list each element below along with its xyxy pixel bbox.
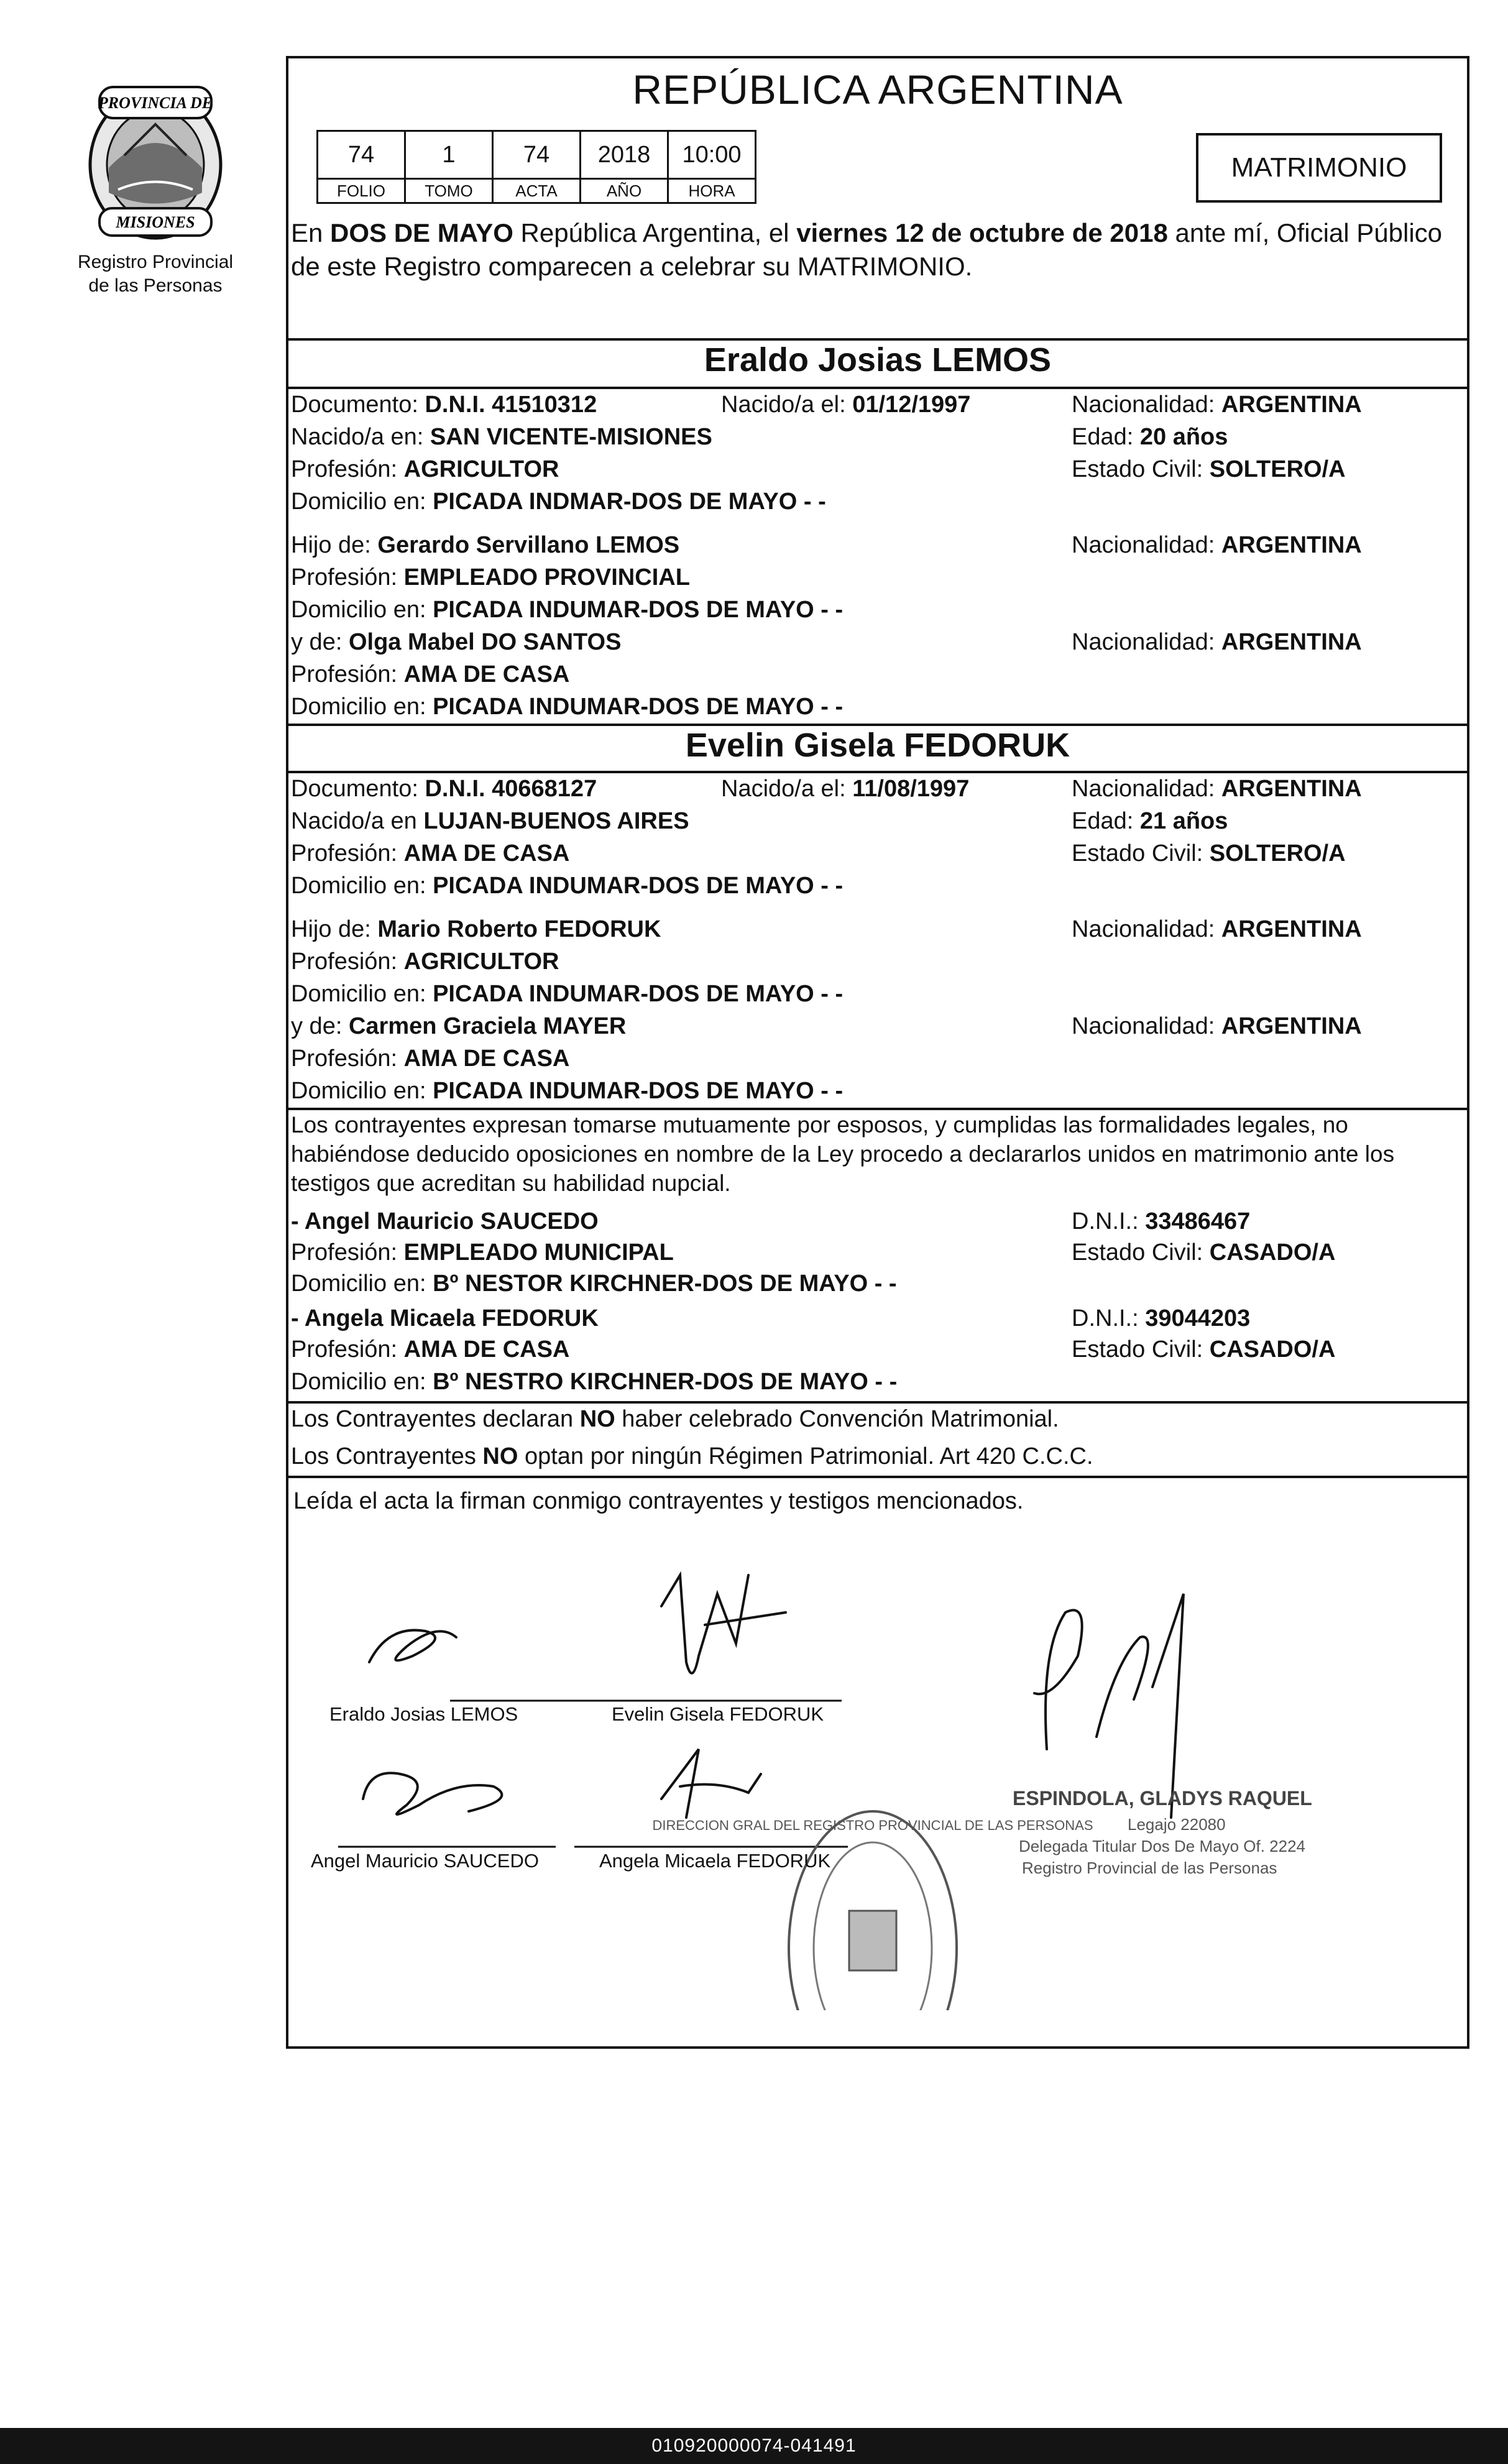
divider: [288, 1476, 1467, 1478]
logo-arc-text: PROVINCIA DE: [98, 94, 213, 112]
divider: [288, 387, 1467, 389]
witness-1-profession: Profesión: EMPLEADO MUNICIPAL: [291, 1239, 674, 1266]
signature-label-bride: Evelin Gisela FEDORUK: [612, 1703, 824, 1725]
intro-paragraph: En DOS DE MAYO República Argentina, el viernes 12 de octubre de 2018 ante mí, Oficial Público de este Registro comparecen a celebrar su MATRIMONIO.: [291, 218, 1443, 281]
groom-address: Domicilio en: PICADA INDMAR-DOS DE MAYO - -: [291, 489, 826, 515]
divider: [288, 771, 1467, 773]
official-stamp-registry: Registro Provincial de las Personas: [1022, 1859, 1277, 1877]
official-stamp-name: ESPINDOLA, GLADYS RAQUEL: [1013, 1787, 1312, 1809]
groom-nationality: Nacionalidad: ARGENTINA: [1072, 392, 1362, 418]
signature-witness2-mark: [661, 1749, 761, 1818]
bride-profession: Profesión: AMA DE CASA: [291, 840, 570, 867]
bride-mother-profession: Profesión: AMA DE CASA: [291, 1046, 570, 1072]
convention-declaration: Los Contrayentes declaran NO haber celebrado Convención Matrimonial.: [291, 1406, 1059, 1432]
misiones-seal-icon: [81, 81, 230, 242]
logo-band-text: MISIONES: [116, 213, 195, 231]
bride-name: Evelin Gisela FEDORUK: [685, 727, 1070, 764]
folio-value: 74: [318, 131, 405, 179]
registry-numbers-table: [316, 130, 756, 204]
bride-mother-address: Domicilio en: PICADA INDUMAR-DOS DE MAYO - -: [291, 1078, 844, 1104]
groom-father-profession: Profesión: EMPLEADO PROVINCIAL: [291, 564, 690, 591]
document-barcode-number: 010920000074-041491: [0, 2428, 1508, 2464]
official-stamp-legajo: Legajo 22080: [1128, 1815, 1226, 1834]
groom-birthplace: Nacido/a en: SAN VICENTE-MISIONES: [291, 424, 712, 450]
signature-label-groom: Eraldo Josias LEMOS: [329, 1703, 518, 1725]
signature-label-witness-2: Angela Micaela FEDORUK: [599, 1850, 831, 1872]
folio-label: FOLIO: [318, 179, 405, 203]
bride-nationality: Nacionalidad: ARGENTINA: [1072, 776, 1362, 802]
groom-name: Eraldo Josias LEMOS: [704, 341, 1052, 379]
signatures-area: [313, 1538, 1457, 2010]
witness-2-address: Domicilio en: Bº NESTRO KIRCHNER-DOS DE MAYO - -: [291, 1369, 898, 1395]
year-value: 2018: [581, 131, 668, 179]
bride-civil-status: Estado Civil: SOLTERO/A: [1072, 840, 1346, 867]
bride-father: Hijo de: Mario Roberto FEDORUK: [291, 916, 661, 942]
signature-official-mark: [1034, 1594, 1184, 1818]
groom-mother: y de: Olga Mabel DO SANTOS: [291, 629, 622, 655]
divider: [288, 1401, 1467, 1404]
bride-document: Documento: D.N.I. 40668127: [291, 776, 597, 802]
bride-mother: y de: Carmen Graciela MAYER: [291, 1013, 627, 1039]
bride-father-address: Domicilio en: PICADA INDUMAR-DOS DE MAYO - -: [291, 981, 844, 1007]
witness-2-dni: D.N.I.: 39044203: [1072, 1305, 1251, 1331]
seal-text: DIRECCION GRAL DEL REGISTRO PROVINCIAL DE LAS PERSONAS: [652, 1818, 1093, 1833]
groom-mother-address: Domicilio en: PICADA INDUMAR-DOS DE MAYO - -: [291, 694, 844, 720]
official-round-seal-icon: [789, 1811, 957, 2010]
witness-2-name: - Angela Micaela FEDORUK: [291, 1305, 599, 1331]
groom-father-nationality: Nacionalidad: ARGENTINA: [1072, 532, 1362, 558]
signature-label-witness-1: Angel Mauricio SAUCEDO: [311, 1850, 539, 1872]
document-type-box: MATRIMONIO: [1196, 133, 1442, 203]
groom-mother-profession: Profesión: AMA DE CASA: [291, 661, 570, 687]
country-title: REPÚBLICA ARGENTINA: [632, 67, 1123, 113]
year-label: AÑO: [581, 179, 668, 203]
acta-label: ACTA: [493, 179, 581, 203]
witness-2-civil-status: Estado Civil: CASADO/A: [1072, 1336, 1336, 1363]
tomo-label: TOMO: [405, 179, 493, 203]
bride-birthplace: Nacido/a en LUJAN-BUENOS AIRES: [291, 808, 689, 834]
registry-caption: Registro Provincial de las Personas: [77, 252, 234, 296]
groom-father-address: Domicilio en: PICADA INDUMAR-DOS DE MAYO - -: [291, 597, 844, 623]
tomo-value: 1: [405, 131, 493, 179]
groom-birthdate: Nacido/a el: 01/12/1997: [721, 392, 971, 418]
groom-age: Edad: 20 años: [1072, 424, 1228, 450]
bride-father-nationality: Nacionalidad: ARGENTINA: [1072, 916, 1362, 942]
bride-birthdate: Nacido/a el: 11/08/1997: [721, 776, 970, 802]
groom-profession: Profesión: AGRICULTOR: [291, 456, 559, 482]
witness-1-civil-status: Estado Civil: CASADO/A: [1072, 1239, 1336, 1266]
patrimonial-regime-declaration: Los Contrayentes NO optan por ningún Régimen Patrimonial. Art 420 C.C.C.: [291, 1443, 1093, 1469]
closing-sentence: Leída el acta la firman conmigo contrayentes y testigos mencionados.: [293, 1488, 1024, 1514]
groom-civil-status: Estado Civil: SOLTERO/A: [1072, 456, 1346, 482]
witness-1-dni: D.N.I.: 33486467: [1072, 1208, 1251, 1234]
acta-value: 74: [493, 131, 581, 179]
bride-address: Domicilio en: PICADA INDUMAR-DOS DE MAYO - -: [291, 873, 844, 899]
bride-mother-nationality: Nacionalidad: ARGENTINA: [1072, 1013, 1362, 1039]
hour-value: 10:00: [668, 131, 756, 179]
groom-mother-nationality: Nacionalidad: ARGENTINA: [1072, 629, 1362, 655]
groom-father: Hijo de: Gerardo Servillano LEMOS: [291, 532, 680, 558]
registry-logo: [62, 81, 249, 305]
signature-witness1-mark: [363, 1773, 502, 1814]
bride-age: Edad: 21 años: [1072, 808, 1228, 834]
signature-bride-mark: [661, 1575, 786, 1673]
witness-2-profession: Profesión: AMA DE CASA: [291, 1336, 570, 1363]
bride-father-profession: Profesión: AGRICULTOR: [291, 949, 559, 975]
groom-document: Documento: D.N.I. 41510312: [291, 392, 597, 418]
certificate-frame: [286, 56, 1469, 2049]
official-stamp-role: Delegada Titular Dos De Mayo Of. 2224: [1019, 1837, 1306, 1855]
signature-groom-mark: [369, 1630, 456, 1662]
declaration-paragraph: Los contrayentes expresan tomarse mutuamente por esposos, y cumplidas las formalidades legales, no habiéndose deducido oposiciones en nombre de la Ley procedo a declararlos unidos en matrimonio ante los testigos que acreditan su habilidad nupcial.: [291, 1112, 1395, 1196]
witness-1-address: Domicilio en: Bº NESTOR KIRCHNER-DOS DE MAYO - -: [291, 1271, 897, 1297]
hour-label: HORA: [668, 179, 756, 203]
witness-1-name: - Angel Mauricio SAUCEDO: [291, 1208, 599, 1234]
